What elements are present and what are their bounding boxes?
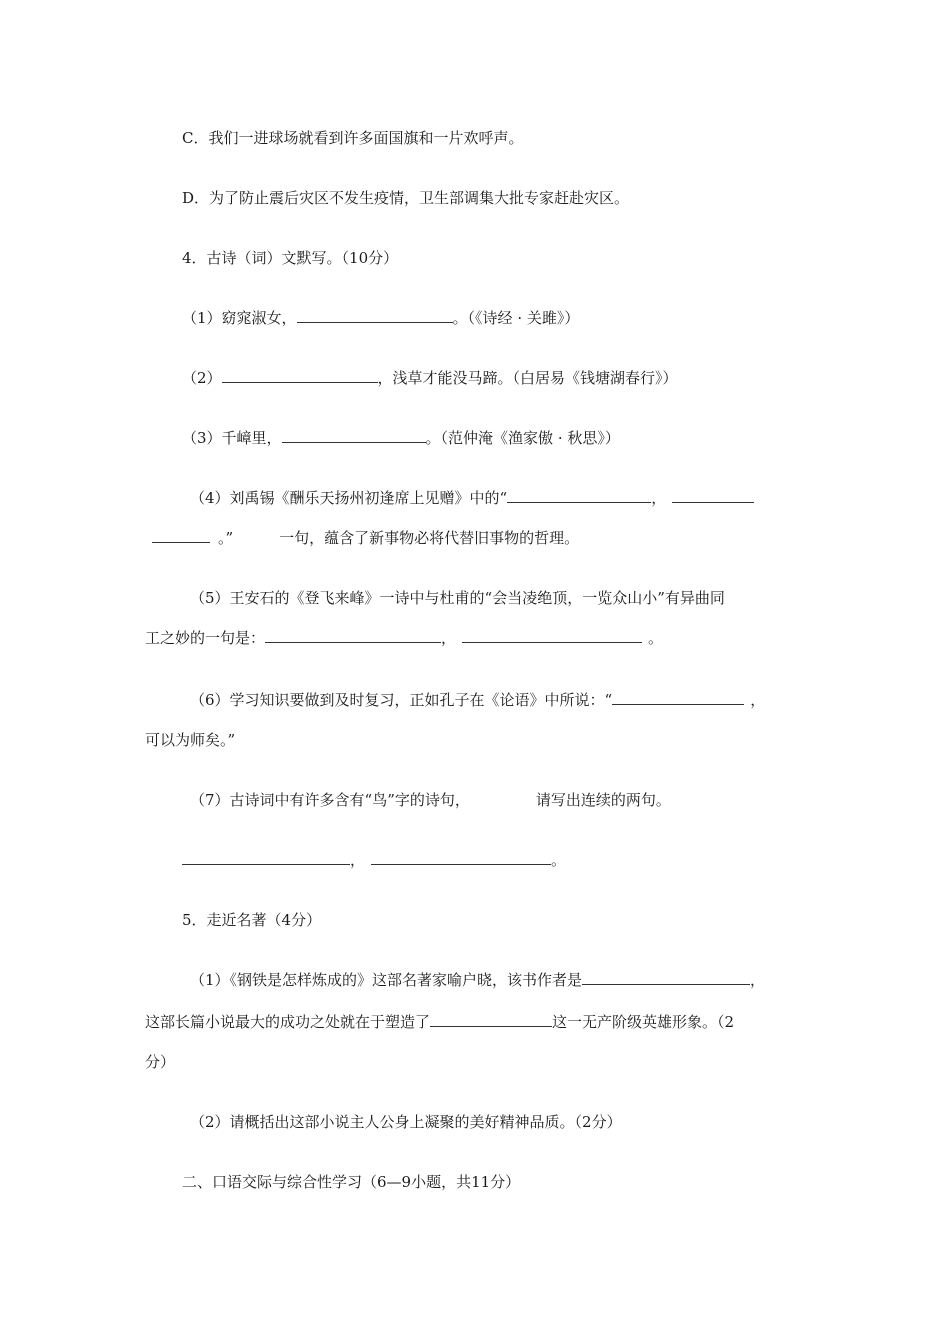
section-2-title: 二、口语交际与综合性学习（6—9小题，共11分） <box>182 1173 521 1191</box>
q4-4-text: （4）刘禹锡《酬乐天扬州初逢席上见赠》中的“ <box>190 489 508 507</box>
q5-1-text-3: 这一无产阶级英雄形象。（2 <box>552 1013 735 1031</box>
question-4-3 <box>182 428 620 448</box>
answer-blank[interactable] <box>371 850 551 865</box>
q4-6-comma: ， <box>750 691 766 709</box>
question-4-4 <box>190 488 754 508</box>
answer-blank[interactable] <box>265 628 441 643</box>
q4-1-source: 。（《诗经 · 关雎》） <box>452 309 580 327</box>
answer-blank[interactable] <box>462 628 642 643</box>
question-5-2: （2）请概括出这部小说主人公身上凝聚的美好精神品质。（2分） <box>190 1113 622 1131</box>
question-5-1-score: 分） <box>145 1053 176 1071</box>
question-4-6-cont: 可以为师矣。” <box>145 731 236 749</box>
q4-5-comma: ， <box>441 629 457 647</box>
question-4-5-cont <box>145 628 663 648</box>
q5-1-text-2: 这部长篇小说最大的成功之处就在于塑造了 <box>145 1013 431 1031</box>
q4-7-text: （7）古诗词中有许多含有“鸟”字的诗句， <box>190 791 470 809</box>
q5-1-text: （1）《钢铁是怎样炼成的》这部名著家喻户晓，该书作者是 <box>190 971 583 989</box>
q4-5-end: 。 <box>648 629 664 647</box>
question-4-title: 4．古诗（词）文默写。（10分） <box>182 249 399 267</box>
q4-4-rest: 一句，蕴含了新事物必将代替旧事物的哲理。 <box>279 529 580 547</box>
question-4-5: （5）王安石的《登飞来峰》一诗中与杜甫的“会当凌绝顶，一览众山小”有异曲同 <box>190 589 725 607</box>
answer-blank[interactable] <box>582 970 750 985</box>
q4-4-comma: ， <box>651 489 667 507</box>
answer-blank[interactable] <box>612 690 744 705</box>
answer-blank[interactable] <box>282 428 426 443</box>
question-4-1 <box>182 308 579 328</box>
q5-1-comma: ， <box>750 971 766 989</box>
q4-7-comma: ， <box>350 851 366 869</box>
answer-blank[interactable] <box>430 1012 552 1027</box>
q4-2-text: （2） <box>182 369 222 387</box>
question-4-7-answer <box>182 850 566 870</box>
option-d: D．为了防止震后灾区不发生疫情，卫生部调集大批专家赶赴灾区。 <box>182 189 630 207</box>
q4-3-source: 。（范仲淹《渔家傲 · 秋思》） <box>425 429 620 447</box>
question-5-title: 5．走近名著（4分） <box>182 911 322 929</box>
answer-blank[interactable] <box>672 488 754 503</box>
answer-blank[interactable] <box>152 528 210 543</box>
question-5-1-cont <box>145 1012 734 1032</box>
q4-5-text: 工之妙的一句是： <box>145 629 266 647</box>
question-4-7 <box>190 790 671 810</box>
answer-blank[interactable] <box>222 368 378 383</box>
q4-7-end: 。 <box>551 851 567 869</box>
question-5-1 <box>190 970 765 990</box>
answer-blank[interactable] <box>182 850 350 865</box>
question-4-4-cont <box>152 528 579 548</box>
question-4-6 <box>190 690 765 710</box>
question-4-2 <box>182 368 678 388</box>
q4-3-text: （3）千嶂里， <box>182 429 282 447</box>
option-c: C．我们一进球场就看到许多面国旗和一片欢呼声。 <box>182 129 524 147</box>
answer-blank[interactable] <box>507 488 651 503</box>
q4-2-source: ，浅草才能没马蹄。（白居易《钱塘湖春行》） <box>377 369 678 387</box>
q4-1-text: （1）窈窕淑女， <box>182 309 297 327</box>
q4-4-close: 。” <box>218 529 234 547</box>
q4-6-text: （6）学习知识要做到及时复习，正如孔子在《论语》中所说：“ <box>190 691 613 709</box>
q4-7-instruction: 请写出连续的两句。 <box>535 791 671 809</box>
answer-blank[interactable] <box>297 308 453 323</box>
